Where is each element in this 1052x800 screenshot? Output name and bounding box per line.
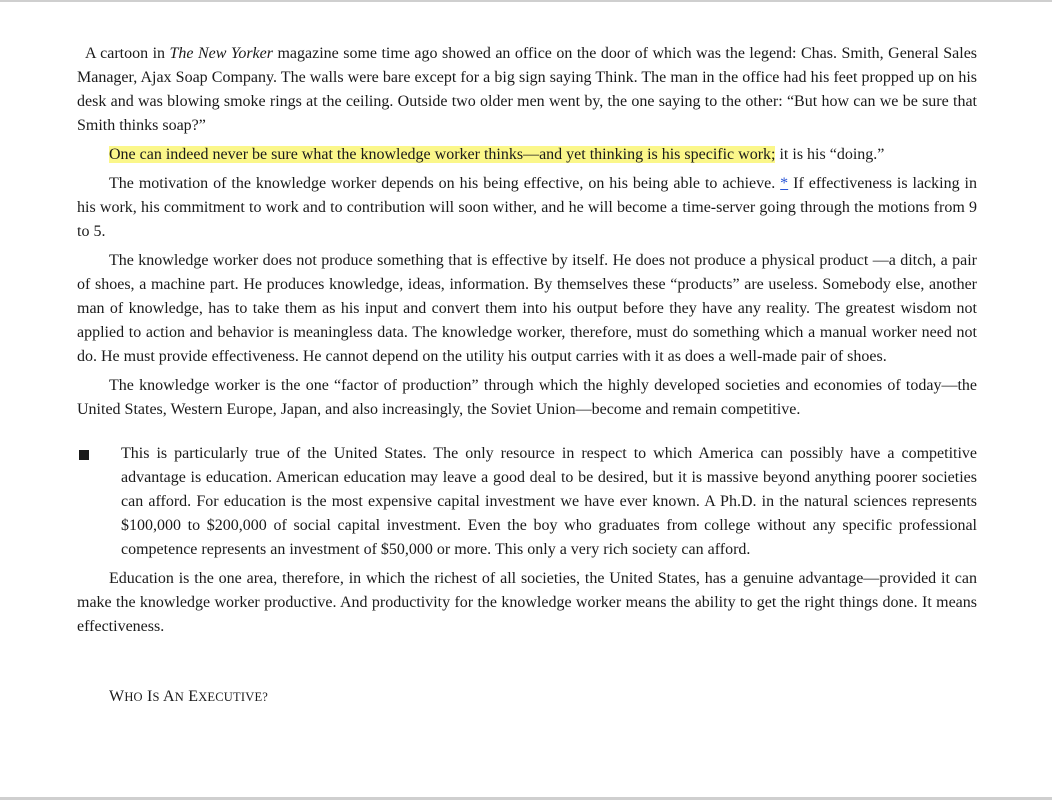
- paragraph-text: If effectiveness is lacking in his work, his commitment to work and to contribution will soon wither, and he will become a time-server going through the motions from 9 to 5.: [77, 175, 977, 240]
- page-top-border: [0, 0, 1052, 2]
- paragraph-knowledge-worker-thinks: [77, 143, 977, 167]
- bullet-text: This is particularly true of the United States. The only resource in respect to which America can possibly have a competitive advantage is education. American education may leave a good deal to be desired, but it is massive beyond anything poorer societies can afford. For education is the most expensive capital investment we have ever known. A Ph.D. in the natural sciences represents $100,000 to $200,000 of social capital investment. Even the boy who graduates from college without any specific professional competence represents an investment of $50,000 or more. This only a very rich society can afford.: [121, 445, 977, 558]
- paragraph-text: The motivation of the knowledge worker depends on his being effective, on his being able to achieve.: [109, 175, 781, 192]
- paragraph-factor-of-production: The knowledge worker is the one “factor of production” through which the highly developed societies and economies of today—the United States, Western Europe, Japan, and also increasingly, the Soviet Union—become and remain competitive.: [77, 377, 977, 418]
- paragraph-not-effective-by-itself: The knowledge worker does not produce something that is effective by itself. He does not produce a physical product —a ditch, a pair of shoes, a machine part. He produces knowledge, ideas, information. By themselves these “products” are useless. Somebody else, another man of knowledge, has to take them as his input and convert them into his output before they have any reality. The greatest wisdom not applied to action and behavior is meaningless data. The knowledge worker, therefore, must do something which a manual worker need not do. He must provide effectiveness. He cannot depend on the utility his output carries with it as does a well-made pair of shoes.: [77, 252, 977, 365]
- magazine-title: The New Yorker: [169, 45, 273, 62]
- paragraph-text: A cartoon in: [85, 45, 170, 62]
- paragraph-education-advantage: Education is the one area, therefore, in which the richest of all societies, the United States, has a genuine advantage—provided it can make the knowledge worker productive. And productivity for the knowledge worker means the ability to get the right things done. It means effectiveness.: [77, 570, 977, 635]
- footnote-link[interactable]: *: [780, 175, 789, 192]
- paragraph-motivation: [77, 172, 977, 244]
- bullet-item-united-states: [77, 442, 977, 562]
- section-heading: WHO IS AN EXECUTIVE?: [109, 688, 269, 705]
- reader-page: [77, 42, 977, 709]
- text-highlight[interactable]: One can indeed never be sure what the knowledge worker thinks—and yet thinking is his specific work;: [109, 146, 776, 163]
- paragraph-text: magazine some time ago showed an office on the door of which was the legend: Chas. Smith, General Sales Manager, Ajax Soap Company. The walls were bare except for a big sign saying Think. The man in the office had his feet propped up on his desk and was blowing smoke rings at the ceiling. Outside two older men went by, the one saying to the other: “But how can we be sure that Smith thinks soap?”: [77, 45, 978, 134]
- paragraph-new-yorker-cartoon: [77, 42, 977, 138]
- paragraph-text: it is his “doing.”: [775, 146, 885, 163]
- square-bullet-icon: [79, 450, 89, 460]
